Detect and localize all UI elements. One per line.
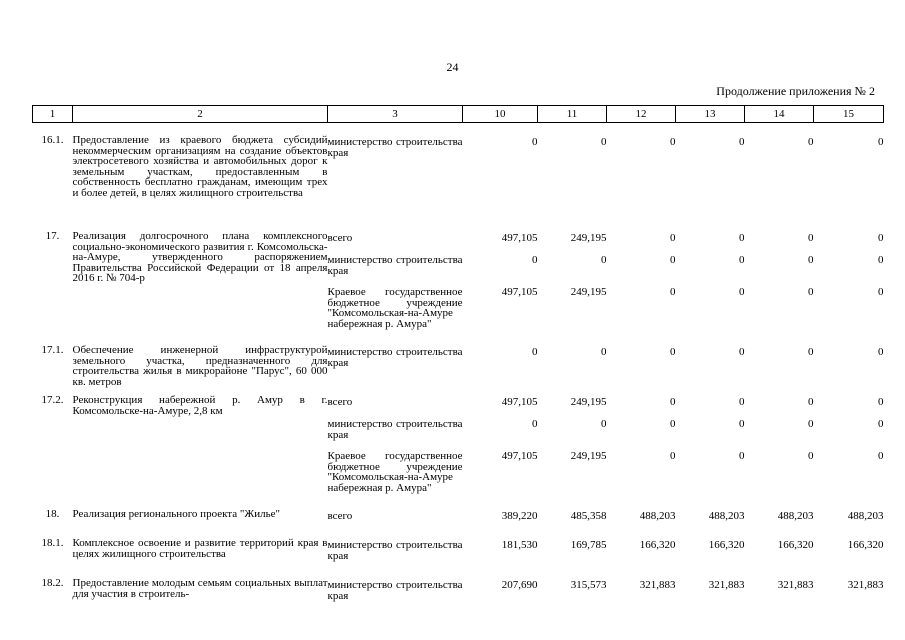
header-col-3: 3 [328,106,463,123]
row-executors [328,509,463,538]
header-col-10: 10 [463,106,538,123]
value-col-10: 497,105 [501,396,538,408]
value-col-14: 0 [808,136,814,148]
value-col-13: 0 [739,136,745,148]
header-col-12: 12 [607,106,676,123]
executor-label: всего [327,232,353,244]
row-executors [328,345,463,395]
value-col-15: 0 [878,396,884,408]
value-col-10: 497,105 [501,450,538,462]
value-col-15: 0 [878,136,884,148]
value-col-13: 0 [739,254,745,266]
value-col-15: 0 [878,254,884,266]
value-col-12: 0 [670,450,676,462]
header-col-2: 2 [73,106,328,123]
value-col-11: 249,195 [570,232,607,244]
row-number: 18. [45,508,60,520]
value-col-10: 0 [532,346,538,358]
value-col-13: 0 [739,396,745,408]
value-col-14: 0 [808,232,814,244]
executor-label: министерство строительства края [327,346,463,369]
value-col-10: 0 [532,254,538,266]
value-col-11: 485,358 [570,510,607,522]
value-col-10: 181,530 [501,539,538,551]
value-col-10: 0 [532,418,538,430]
row-number: 17. [45,230,60,242]
row-executors [328,231,463,345]
value-col-12: 0 [670,418,676,430]
value-col-14: 166,320 [777,539,814,551]
value-col-13: 488,203 [708,510,745,522]
value-col-10: 207,690 [501,579,538,591]
value-col-12: 488,203 [639,510,676,522]
table-row [33,135,884,231]
header-col-1: 1 [33,106,73,123]
executor-label: министерство строительства края [327,418,463,441]
value-col-15: 321,883 [847,579,884,591]
value-col-12: 0 [670,346,676,358]
value-col-14: 321,883 [777,579,814,591]
value-col-13: 166,320 [708,539,745,551]
appendix-continuation-label: Продолжение приложения № 2 [716,84,875,98]
row-number: 17.1. [41,344,64,356]
table-row [33,578,884,604]
executor-label: Краевое государственное бюджетное учреждение "Комсомольская-на-Амуре набережная р. Амура" [327,286,463,330]
row-description: Реализация регионального проекта "Жилье" [72,508,280,520]
row-description: Предоставление из краевого бюджета субсидий некоммерческим организациям на создание объектов электросетевого хозяйства и автомобильных дорог к земельным участкам, предоставленным в собственность бесплатно гражданам, имеющим трех и более детей, в целях жилищного строительства [72,134,328,199]
header-col-11: 11 [538,106,607,123]
value-col-12: 0 [670,286,676,298]
row-description: Реконструкция набережной р. Амур в г. Комсомольске-на-Амуре, 2,8 км [72,394,328,417]
row-number: 16.1. [41,134,64,146]
executor-label: министерство строительства края [327,254,463,277]
value-col-15: 488,203 [847,510,884,522]
value-col-13: 0 [739,232,745,244]
value-col-15: 0 [878,286,884,298]
value-col-10: 389,220 [501,510,538,522]
value-col-11: 249,195 [570,286,607,298]
value-col-13: 0 [739,286,745,298]
header-col-14: 14 [745,106,814,123]
row-description: Реализация долгосрочного плана комплексного социально-экономического развития г. Комсомольска-на-Амуре, утвержденного распоряжением Правительства Российской Федерации от 18 апреля 2016 г. № 704-р [72,230,328,284]
value-col-14: 0 [808,450,814,462]
executor-label: всего [327,396,353,408]
value-col-14: 0 [808,346,814,358]
row-number: 17.2. [41,394,64,406]
row-description: Предоставление молодым семьям социальных выплат для участия в строитель- [72,577,328,600]
table-header-row [33,106,884,123]
value-col-10: 497,105 [501,286,538,298]
value-col-11: 315,573 [570,579,607,591]
value-col-11: 249,195 [570,396,607,408]
value-col-11: 0 [601,418,607,430]
row-description: Комплексное освоение и развитие территорий края в целях жилищного строительства [72,537,328,560]
row-executors [328,395,463,509]
value-col-15: 166,320 [847,539,884,551]
value-col-14: 0 [808,418,814,430]
value-col-13: 0 [739,450,745,462]
value-col-12: 0 [670,254,676,266]
value-col-14: 488,203 [777,510,814,522]
budget-table [32,105,884,604]
value-col-11: 249,195 [570,450,607,462]
header-col-13: 13 [676,106,745,123]
table-row [33,538,884,578]
value-col-15: 0 [878,418,884,430]
value-col-11: 0 [601,254,607,266]
executor-label: всего [327,510,353,522]
value-col-12: 0 [670,136,676,148]
table-row [33,345,884,395]
row-number: 18.1. [41,537,64,549]
value-col-10: 497,105 [501,232,538,244]
executor-label: министерство строительства края [327,136,463,159]
value-col-15: 0 [878,450,884,462]
value-col-15: 0 [878,232,884,244]
row-executors [328,135,463,231]
value-col-11: 169,785 [570,539,607,551]
value-col-15: 0 [878,346,884,358]
header-col-15: 15 [814,106,884,123]
executor-label: министерство строительства края [327,539,463,562]
value-col-11: 0 [601,136,607,148]
row-description: Обеспечение инженерной инфраструктурой земельного участка, предназначенного для строительства жилья в микрорайоне "Парус", 60 000 кв. метров [72,344,328,388]
value-col-12: 166,320 [639,539,676,551]
value-col-11: 0 [601,346,607,358]
value-col-12: 321,883 [639,579,676,591]
row-executors [328,538,463,578]
executor-label: министерство строительства края [327,579,463,602]
table-row [33,509,884,538]
value-col-12: 0 [670,232,676,244]
value-col-10: 0 [532,136,538,148]
value-col-12: 0 [670,396,676,408]
row-executors [328,578,463,604]
value-col-14: 0 [808,254,814,266]
value-col-13: 0 [739,346,745,358]
page-number: 24 [446,60,459,74]
value-col-13: 0 [739,418,745,430]
executor-label: Краевое государственное бюджетное учреждение "Комсомольская-на-Амуре набережная р. Амура" [327,450,463,494]
table-row [33,231,884,345]
table-row [33,395,884,509]
value-col-14: 0 [808,396,814,408]
value-col-13: 321,883 [708,579,745,591]
value-col-14: 0 [808,286,814,298]
row-number: 18.2. [41,577,64,589]
